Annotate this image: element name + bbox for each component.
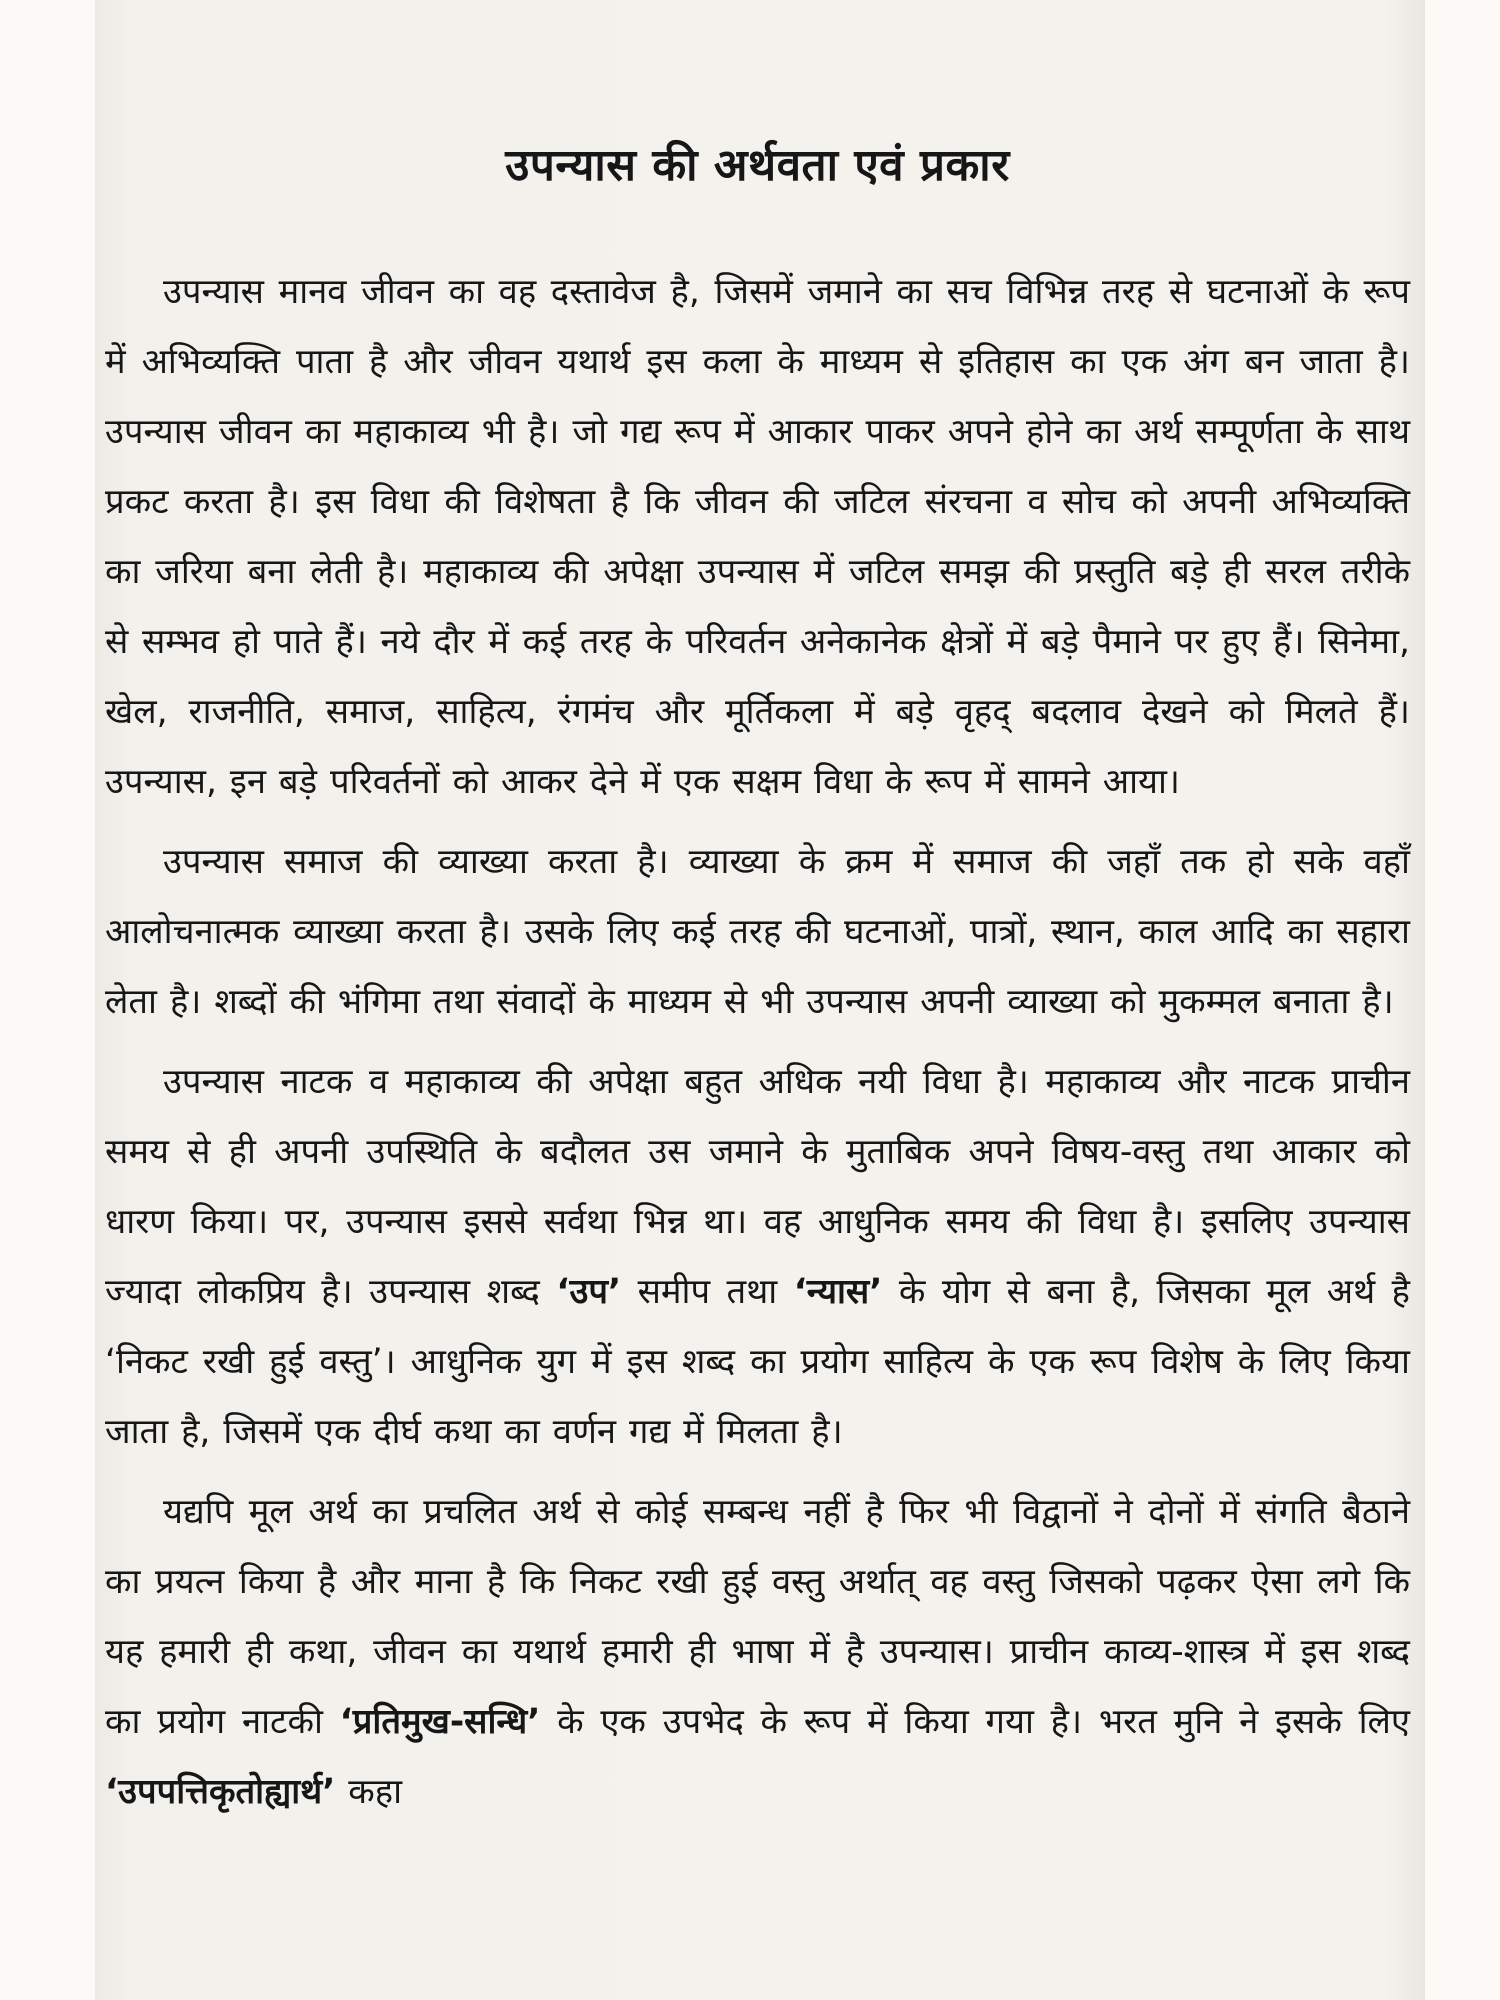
paragraph-3-text-start: उपन्यास नाटक व महाकाव्य की अपेक्षा बहुत अधिक नयी विधा है। महाकाव्य और नाटक प्राचीन समय से ही अपनी उपस्थिति के बदौलत उस जमाने के मुताबिक अपने विषय-वस्तु तथा आकार को धारण किया। पर, उपन्यास इससे सर्वथा भिन्न था। वह आधुनिक समय की विधा है। इसलिए उपन्यास ज्यादा लोकप्रिय है। उपन्यास शब्द <box>105 1061 1410 1312</box>
term-nyaas: ‘न्यास’ <box>793 1271 883 1312</box>
paragraph-4 <box>105 1477 1410 1827</box>
paragraph-4-text-start: यद्यपि मूल अर्थ का प्रचलित अर्थ से कोई सम्बन्ध नहीं है फिर भी विद्वानों ने दोनों में संगति बैठाने का प्रयत्न किया है और माना है कि निकट रखी हुई वस्तु अर्थात् वह वस्तु जिसको पढ़कर ऐसा लगे कि यह हमारी ही कथा, जीवन का यथार्थ हमारी ही भाषा में है उपन्यास। प्राचीन काव्य-शास्त्र में इस शब्द का प्रयोग नाटकी <box>105 1491 1410 1742</box>
paragraph-2: उपन्यास समाज की व्याख्या करता है। व्याख्या के क्रम में समाज की जहाँ तक हो सके वहाँ आलोचनात्मक व्याख्या करता है। उसके लिए कई तरह की घटनाओं, पात्रों, स्थान, काल आदि का सहारा लेता है। शब्दों की भंगिमा तथा संवादों के माध्यम से भी उपन्यास अपनी व्याख्या को मुकम्मल बनाता है। <box>105 841 1410 1022</box>
term-pratimukh-sandhi: ‘प्रतिमुख-सन्धि’ <box>339 1701 541 1742</box>
paragraph-3-text-middle: समीप तथा <box>621 1271 794 1312</box>
term-upa: ‘उप’ <box>556 1271 622 1312</box>
term-upapattikritohyartha: ‘उपपत्तिकृतोह्यार्थ’ <box>105 1771 336 1812</box>
paragraph-4-text-middle: के एक उपभेद के रूप में किया गया है। भरत मुनि ने इसके लिए <box>540 1701 1410 1742</box>
chapter-title: उपन्यास की अर्थवता एवं प्रकार <box>505 140 1010 191</box>
paragraph-1: उपन्यास मानव जीवन का वह दस्तावेज है, जिसमें जमाने का सच विभिन्न तरह से घटनाओं के रूप में अभिव्यक्ति पाता है और जीवन यथार्थ इस कला के माध्यम से इतिहास का एक अंग बन जाता है। उपन्यास जीवन का महाकाव्य भी है। जो गद्य रूप में आकार पाकर अपने होने का अर्थ सम्पूर्णता के साथ प्रकट करता है। इस विधा की विशेषता है कि जीवन की जटिल संरचना व सोच को अपनी अभिव्यक्ति का जरिया बना लेती है। महाकाव्य की अपेक्षा उपन्यास में जटिल समझ की प्रस्तुति बड़े ही सरल तरीके से सम्भव हो पाते हैं। नये दौर में कई तरह के परिवर्तन अनेकानेक क्षेत्रों में बड़े पैमाने पर हुए हैं। सिनेमा, खेल, राजनीति, समाज, साहित्य, रंगमंच और मूर्तिकला में बड़े वृहद् बदलाव देखने को मिलते हैं। उपन्यास, इन बड़े परिवर्तनों को आकर देने में एक सक्षम विधा के रूप में सामने आया। <box>105 271 1410 802</box>
paragraph-4-text-end: कहा <box>335 1771 403 1812</box>
paragraph-3-text-end: के योग से बना है, जिसका मूल अर्थ है ‘निकट रखी हुई वस्तु’। आधुनिक युग में इस शब्द का प्रयोग साहित्य के एक रूप विशेष के लिए किया जाता है, जिसमें एक दीर्घ कथा का वर्णन गद्य में मिलता है। <box>105 1271 1411 1452</box>
paragraph-3 <box>105 1047 1410 1467</box>
page-text <box>105 140 1410 1837</box>
